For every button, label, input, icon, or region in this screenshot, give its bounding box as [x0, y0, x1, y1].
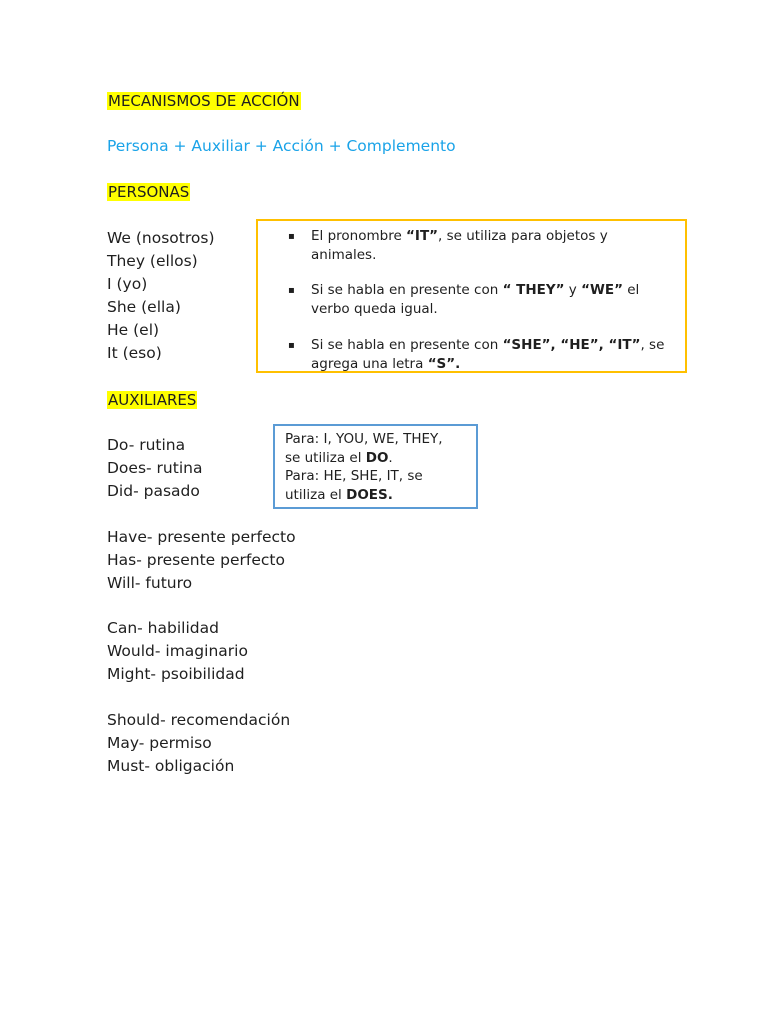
- bullet-icon: ▪: [288, 231, 295, 242]
- aux-item: May- permiso: [107, 734, 212, 752]
- do-box-line: Para: HE, SHE, IT, se: [285, 468, 423, 484]
- note-text: Si se habla en presente con “SHE”, “HE”, “IT”, se agrega una letra “S”.: [311, 337, 665, 372]
- notes-box: [256, 219, 687, 373]
- do-does-box: [273, 424, 478, 509]
- bullet-icon: ▪: [288, 285, 295, 296]
- aux-item: Should- recomendación: [107, 711, 291, 729]
- aux-item: Does- rutina: [107, 459, 203, 477]
- persona-item: She (ella): [107, 298, 181, 316]
- aux-item: Might- psoibilidad: [107, 665, 245, 683]
- aux-item: Has- presente perfecto: [107, 551, 285, 569]
- do-box-line: se utiliza el DO.: [285, 449, 393, 466]
- persona-item: They (ellos): [107, 252, 198, 270]
- persona-item: I (yo): [107, 275, 148, 293]
- aux-group-2: [107, 526, 296, 595]
- personas-list: [107, 227, 215, 365]
- aux-item: Must- obligación: [107, 757, 235, 775]
- note-text: Si se habla en presente con “ THEY” y “WE” el verbo queda igual.: [311, 282, 640, 317]
- aux-group-3: [107, 617, 248, 686]
- do-box-line: Para: I, YOU, WE, THEY,: [285, 431, 443, 447]
- title-highlight: MECANISMOS DE ACCIÓN: [108, 92, 300, 110]
- aux-item: Do- rutina: [107, 436, 186, 454]
- aux-item: Can- habilidad: [107, 619, 219, 637]
- persona-item: He (el): [107, 321, 160, 339]
- formula-line: Persona + Auxiliar + Acción + Complemento: [107, 137, 456, 155]
- persona-item: It (eso): [107, 344, 162, 362]
- aux-item: Have- presente perfecto: [107, 528, 296, 546]
- do-box-line: utiliza el DOES.: [285, 486, 393, 503]
- auxiliares-heading: [107, 389, 197, 412]
- personas-heading: [107, 181, 190, 204]
- aux-group-1: [107, 434, 202, 503]
- note-text: El pronombre “IT”, se utiliza para objetos y animales.: [311, 228, 608, 263]
- aux-item: Did- pasado: [107, 482, 200, 500]
- aux-item: Would- imaginario: [107, 642, 248, 660]
- aux-group-4: [107, 709, 290, 778]
- bullet-icon: ▪: [288, 340, 295, 351]
- persona-item: We (nosotros): [107, 229, 215, 247]
- document-title: [107, 90, 301, 113]
- auxiliares-heading-highlight: AUXILIARES: [108, 391, 197, 409]
- aux-item: Will- futuro: [107, 574, 193, 592]
- personas-heading-highlight: PERSONAS: [108, 183, 190, 201]
